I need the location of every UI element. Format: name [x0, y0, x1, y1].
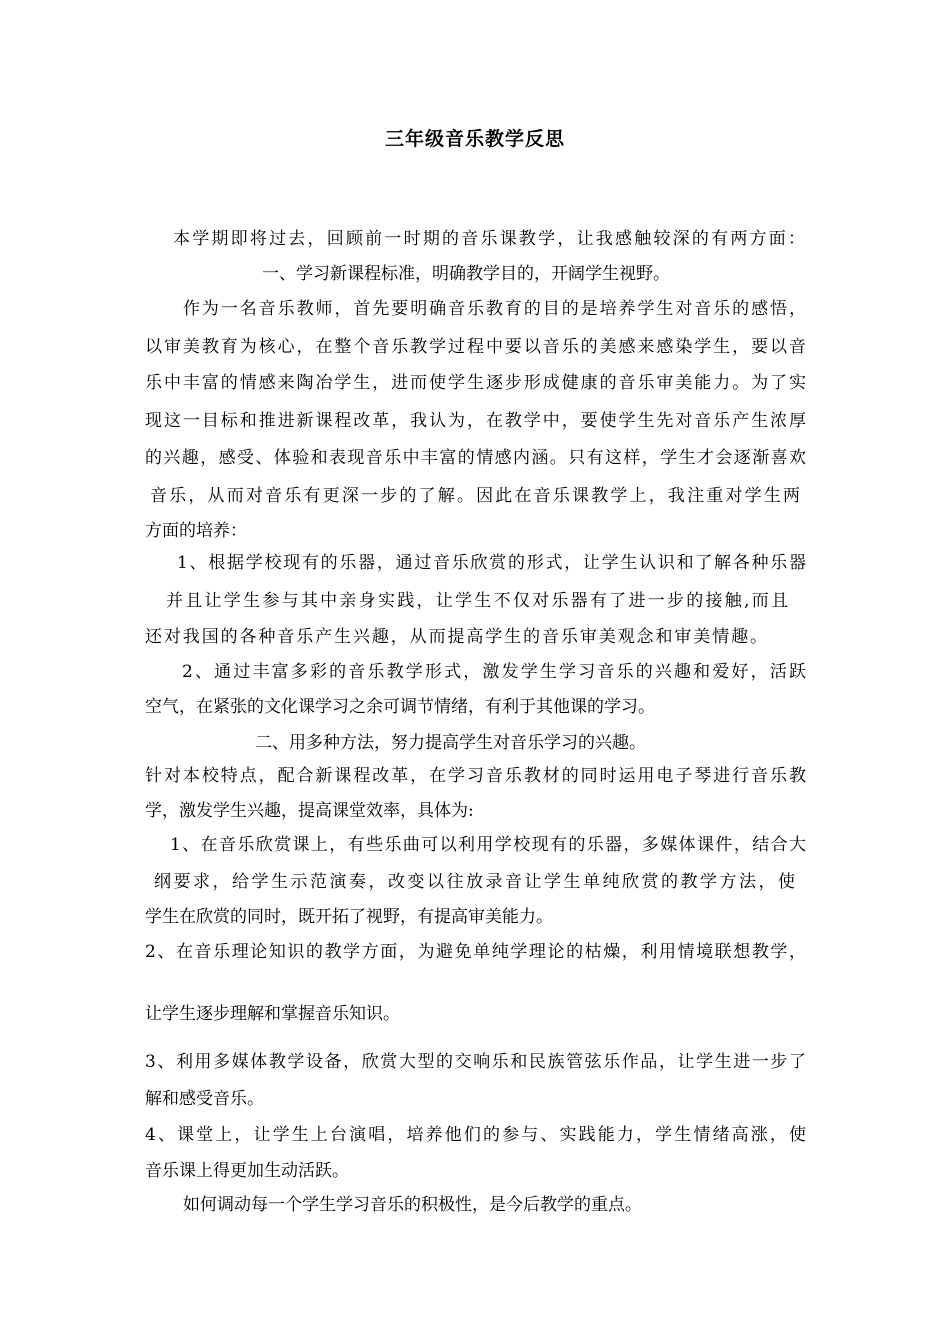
paragraph-line: 学，激发学生兴趣，提高课堂效率，具体为:	[145, 801, 474, 821]
list-item: 4、课堂上，让学生上台演唱，培养他们的参与、实践能力，学生情绪高涨，使	[145, 1125, 806, 1145]
paragraph-line: 如何调动每一个学生学习音乐的积极性，是今后教学的重点。	[183, 1195, 642, 1215]
paragraph-line: 本学期即将过去，回顾前一时期的音乐课教学，让我感触较深的有两方面：	[173, 229, 805, 249]
list-item: 2、通过丰富多彩的音乐教学形式，激发学生学习音乐的兴趣和爱好，活跃	[182, 662, 806, 682]
list-item-line: 让学生逐步理解和掌握音乐知识。	[145, 1004, 400, 1024]
section-heading: 一、学习新课程标准，明确教学目的，开阔学生视野。	[262, 264, 670, 284]
paragraph-line: 针对本校特点，配合新课程改革，在学习音乐教材的同时运用电子琴进行音乐教	[145, 766, 806, 786]
list-item-line: 并且让学生参与其中亲身实践，让学生不仅对乐器有了进一步的接触,而且	[166, 591, 788, 611]
paragraph-line: 以审美教育为核心，在整个音乐教学过程中要以音乐的美感来感染学生，要以音	[145, 337, 806, 357]
list-item-line: 纲要求，给学生示范演奏，改变以往放录音让学生单纯欣赏的教学方法，使	[154, 872, 795, 892]
paragraph-line: 现这一目标和推进新课程改革，我认为，在教学中，要使学生先对音乐产生浓厚	[145, 411, 806, 431]
paragraph-line: 乐中丰富的情感来陶冶学生，进而使学生逐步形成健康的音乐审美能力。为了实	[145, 373, 806, 393]
list-item-line: 音乐课上得更加生动活跃。	[145, 1161, 349, 1181]
paragraph-line: 作为一名音乐教师，首先要明确音乐教育的目的是培养学生对音乐的感悟，	[183, 299, 806, 319]
document-title: 三年级音乐教学反思	[384, 128, 565, 150]
list-item-line: 解和感受音乐。	[145, 1089, 264, 1109]
paragraph-line: 音乐，从而对音乐有更深一步的了解。因此在音乐课教学上，我注重对学生两	[150, 486, 800, 506]
list-item: 3、利用多媒体教学设备，欣赏大型的交响乐和民族管弦乐作品，让学生进一步了	[145, 1052, 806, 1072]
section-heading: 二、用多种方法，努力提高学生对音乐学习的兴趣。	[255, 733, 646, 753]
paragraph-line: 的兴趣，感受、体验和表现音乐中丰富的情感内涵。只有这样，学生才会逐渐喜欢	[145, 448, 806, 468]
list-item: 1、根据学校现有的乐器，通过音乐欣赏的形式，让学生认识和了解各种乐器	[177, 553, 806, 573]
list-item: 2、在音乐理论知识的教学方面，为避免单纯学理论的枯燥，利用情境联想教学，	[145, 942, 806, 962]
list-item: 1、在音乐欣赏课上，有些乐曲可以利用学校现有的乐器，多媒体课件，结合大	[170, 835, 806, 855]
list-item-line: 还对我国的各种音乐产生兴趣，从而提高学生的音乐审美观念和审美情趣。	[145, 627, 767, 647]
list-item-line: 空气，在紧张的文化课学习之余可调节情绪，有利于其他课的学习。	[145, 697, 655, 717]
list-item-line: 学生在欣赏的同时，既开拓了视野，有提高审美能力。	[145, 907, 553, 927]
paragraph-line: 方面的培养：	[145, 521, 247, 541]
